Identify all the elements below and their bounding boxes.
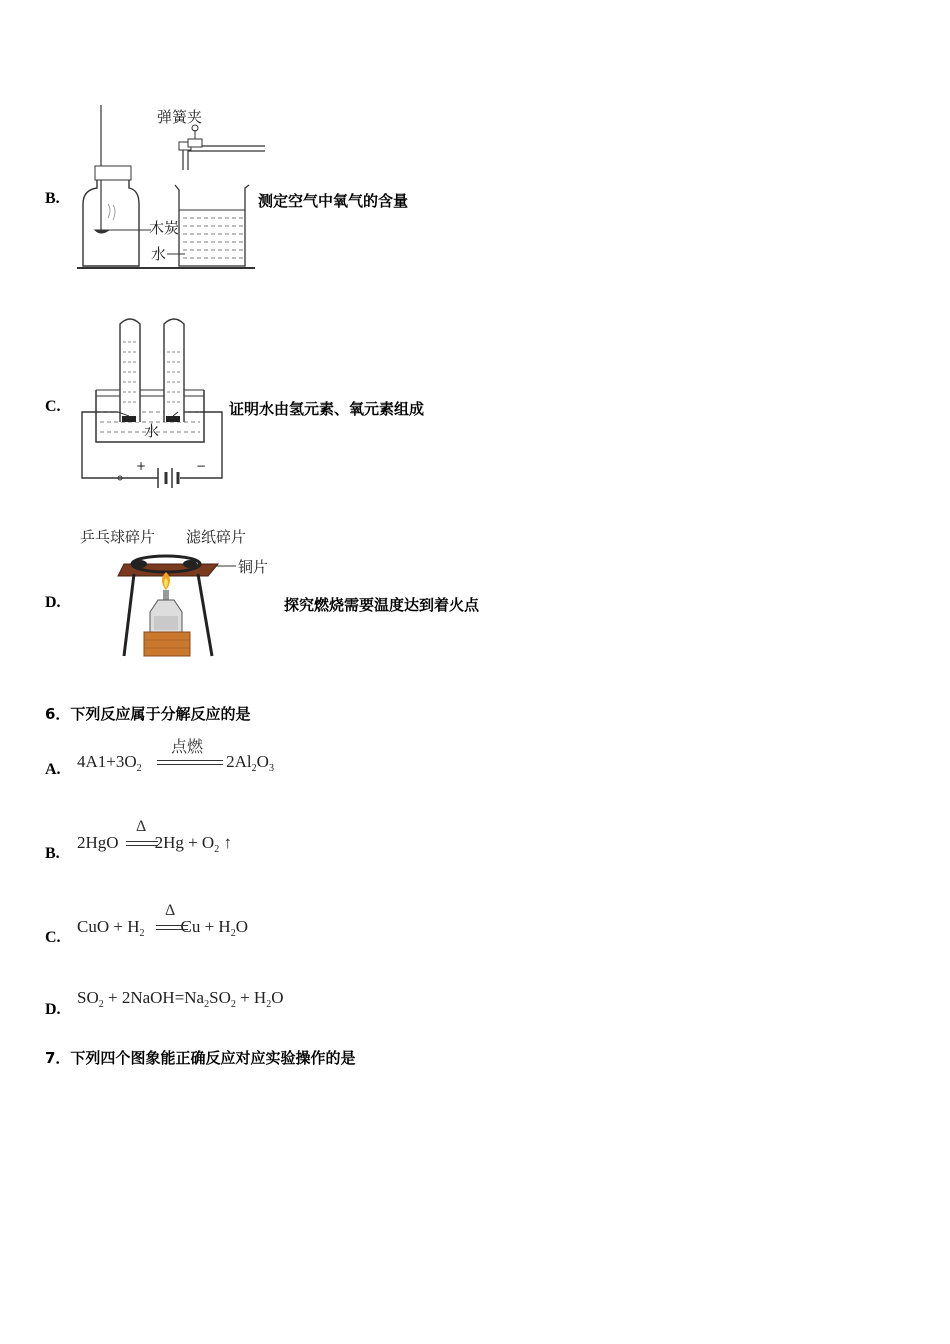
water-label-c: 水 <box>144 422 160 440</box>
question-6-stem: 6．下列反应属于分解反应的是 <box>45 705 251 723</box>
option-d-caption: 探究燃烧需要温度达到着火点 <box>284 596 480 614</box>
q6-a-equals <box>157 760 223 765</box>
option-b-label: B. <box>45 190 60 207</box>
q6-b-condition: Δ <box>136 818 147 835</box>
q6-option-a-label: A. <box>45 761 61 778</box>
q6-option-a-equation: $4A1+3O_2$ $2Al_2O_3$ <box>77 752 274 774</box>
question-7-stem: 7．下列四个图象能正确反应对应实验操作的是 <box>45 1049 356 1067</box>
option-c-caption: 证明水由氢元素、氧元素组成 <box>229 400 425 418</box>
q6-option-b-equation: 2HgO $2Hg + O_2$ ↑ <box>77 833 232 855</box>
pingpong-label: 乒乓球碎片 <box>80 528 156 546</box>
filter-paper-label: 滤纸碎片 <box>186 528 247 546</box>
charcoal-label: 木炭 <box>149 219 180 237</box>
q6-option-c-equation: CuO + $H_2$ $Cu + H_2O$ <box>77 917 248 939</box>
option-d-label: D. <box>45 594 61 611</box>
q6-c-condition: Δ <box>165 902 176 919</box>
water-label-b: 水 <box>151 245 167 263</box>
q6-option-d-label: D. <box>45 1001 61 1018</box>
option-c-label: C. <box>45 398 61 415</box>
clip-label: 弹簧夹 <box>157 108 203 126</box>
q6-option-b-label: B. <box>45 845 60 862</box>
water-electrolysis-figure <box>78 312 228 494</box>
q6-option-d-equation: $SO_2$ + $2NaOH=Na_2SO_2 + H_2O$ <box>77 988 284 1010</box>
q6-c-equals <box>156 925 188 930</box>
combustion-experiment-figure <box>78 520 278 660</box>
plus-sign: + <box>136 459 147 473</box>
oxygen-content-apparatus-figure <box>75 100 265 275</box>
q6-a-condition: 点燃 <box>171 739 204 756</box>
q6-b-equals <box>126 841 158 846</box>
q6-option-c-label: C. <box>45 929 61 946</box>
copper-label: 铜片 <box>238 558 269 576</box>
option-b-caption: 测定空气中氧气的含量 <box>258 192 409 210</box>
minus-sign: − <box>196 459 207 473</box>
